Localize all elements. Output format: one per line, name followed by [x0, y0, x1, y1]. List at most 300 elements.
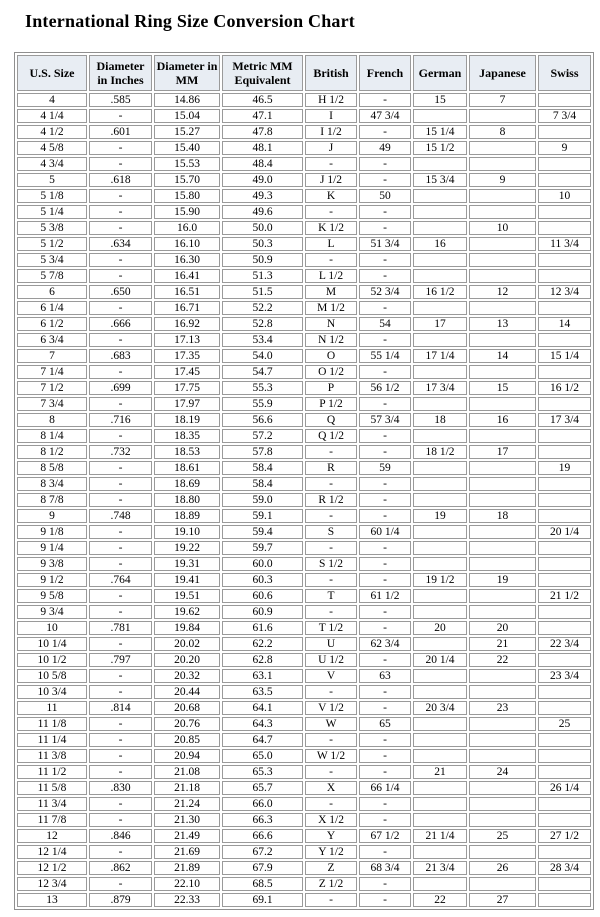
cell: 55.9 — [222, 397, 303, 411]
cell: 17 1/4 — [413, 349, 467, 363]
cell: - — [89, 685, 152, 699]
cell: - — [359, 221, 411, 235]
cell — [469, 333, 536, 347]
table-row — [17, 845, 591, 859]
cell — [538, 93, 591, 107]
cell: - — [359, 877, 411, 891]
cell: - — [305, 205, 357, 219]
cell: 8 — [17, 413, 87, 427]
cell: - — [359, 125, 411, 139]
cell: .634 — [89, 237, 152, 251]
table-row — [17, 557, 591, 571]
cell: 16 1/2 — [413, 285, 467, 299]
cell — [469, 461, 536, 475]
cell — [469, 269, 536, 283]
cell: 60.9 — [222, 605, 303, 619]
cell: - — [89, 765, 152, 779]
cell: 6 1/2 — [17, 317, 87, 331]
cell — [413, 685, 467, 699]
cell: 50.3 — [222, 237, 303, 251]
cell: W 1/2 — [305, 749, 357, 763]
table-header — [17, 55, 591, 91]
cell: 11 3/4 — [538, 237, 591, 251]
cell: Z — [305, 861, 357, 875]
cell — [413, 397, 467, 411]
cell: J — [305, 141, 357, 155]
table-row — [17, 477, 591, 491]
cell: 46.5 — [222, 93, 303, 107]
table-row — [17, 573, 591, 587]
cell: 66 1/4 — [359, 781, 411, 795]
cell: .732 — [89, 445, 152, 459]
cell — [538, 509, 591, 523]
cell: 51.3 — [222, 269, 303, 283]
cell: L — [305, 237, 357, 251]
cell — [538, 205, 591, 219]
cell: - — [359, 733, 411, 747]
cell: - — [89, 589, 152, 603]
cell: 9 — [17, 509, 87, 523]
table-row — [17, 797, 591, 811]
cell: S — [305, 525, 357, 539]
cell: 16 — [413, 237, 467, 251]
cell: 5 1/8 — [17, 189, 87, 203]
cell: 9 3/4 — [17, 605, 87, 619]
cell: - — [359, 893, 411, 907]
cell: 12 3/4 — [17, 877, 87, 891]
cell: 16 1/2 — [538, 381, 591, 395]
cell: O — [305, 349, 357, 363]
cell: 63.1 — [222, 669, 303, 683]
cell: 60 1/4 — [359, 525, 411, 539]
cell: - — [359, 253, 411, 267]
cell: - — [359, 269, 411, 283]
cell: 18.19 — [154, 413, 220, 427]
cell: - — [359, 301, 411, 315]
cell: 61.6 — [222, 621, 303, 635]
cell: 17 — [413, 317, 467, 331]
cell: 10 5/8 — [17, 669, 87, 683]
cell: .814 — [89, 701, 152, 715]
cell: - — [89, 813, 152, 827]
cell: .781 — [89, 621, 152, 635]
cell: 60.0 — [222, 557, 303, 571]
cell: .879 — [89, 893, 152, 907]
cell: Q — [305, 413, 357, 427]
cell: - — [359, 749, 411, 763]
cell: 19.84 — [154, 621, 220, 635]
cell: 11 1/8 — [17, 717, 87, 731]
cell — [469, 813, 536, 827]
cell: 10 — [538, 189, 591, 203]
cell: X 1/2 — [305, 813, 357, 827]
cell: - — [89, 845, 152, 859]
table-row — [17, 733, 591, 747]
table-row — [17, 685, 591, 699]
cell: R 1/2 — [305, 493, 357, 507]
cell: 22 — [469, 653, 536, 667]
cell: 19.22 — [154, 541, 220, 555]
cell: .650 — [89, 285, 152, 299]
cell: 16 — [469, 413, 536, 427]
cell: U — [305, 637, 357, 651]
cell: 19.51 — [154, 589, 220, 603]
cell: T — [305, 589, 357, 603]
cell — [538, 733, 591, 747]
cell — [413, 797, 467, 811]
cell: 49.6 — [222, 205, 303, 219]
cell: 54 — [359, 317, 411, 331]
cell: 19.10 — [154, 525, 220, 539]
cell — [413, 525, 467, 539]
cell: 57.2 — [222, 429, 303, 443]
cell: - — [305, 733, 357, 747]
cell: - — [359, 173, 411, 187]
cell: Q 1/2 — [305, 429, 357, 443]
cell — [413, 589, 467, 603]
cell: - — [359, 157, 411, 171]
cell: - — [305, 765, 357, 779]
cell: I — [305, 109, 357, 123]
cell: 21.49 — [154, 829, 220, 843]
cell: 17 3/4 — [538, 413, 591, 427]
table-row — [17, 397, 591, 411]
cell: 20.76 — [154, 717, 220, 731]
column-header: Japanese — [469, 55, 536, 91]
cell: 11 1/4 — [17, 733, 87, 747]
cell — [538, 477, 591, 491]
cell: 49.3 — [222, 189, 303, 203]
cell: 18.80 — [154, 493, 220, 507]
cell — [413, 749, 467, 763]
cell — [469, 557, 536, 571]
cell: 5 — [17, 173, 87, 187]
cell: - — [89, 429, 152, 443]
cell: 59.1 — [222, 509, 303, 523]
cell — [538, 541, 591, 555]
cell: 11 — [17, 701, 87, 715]
cell: 21.69 — [154, 845, 220, 859]
cell: 65 — [359, 717, 411, 731]
cell: - — [359, 605, 411, 619]
cell: 9 5/8 — [17, 589, 87, 603]
cell: 18.35 — [154, 429, 220, 443]
cell: 52.8 — [222, 317, 303, 331]
cell: 20 3/4 — [413, 701, 467, 715]
cell: .716 — [89, 413, 152, 427]
cell: 21 — [413, 765, 467, 779]
cell: 27 — [469, 893, 536, 907]
cell: V 1/2 — [305, 701, 357, 715]
cell: 5 1/4 — [17, 205, 87, 219]
cell — [538, 621, 591, 635]
cell — [469, 685, 536, 699]
cell: 56 1/2 — [359, 381, 411, 395]
cell: - — [89, 205, 152, 219]
table-row — [17, 669, 591, 683]
cell: 11 7/8 — [17, 813, 87, 827]
cell: - — [305, 253, 357, 267]
cell — [469, 477, 536, 491]
column-header: British — [305, 55, 357, 91]
cell: 23 3/4 — [538, 669, 591, 683]
cell: - — [89, 877, 152, 891]
header-row — [17, 55, 591, 91]
ring-size-conversion-table — [14, 52, 594, 910]
cell: 59.0 — [222, 493, 303, 507]
table-row — [17, 253, 591, 267]
cell: - — [89, 333, 152, 347]
cell: 17 3/4 — [413, 381, 467, 395]
cell: 10 3/4 — [17, 685, 87, 699]
cell — [538, 765, 591, 779]
cell — [469, 429, 536, 443]
table-row — [17, 333, 591, 347]
cell — [413, 429, 467, 443]
cell: 17 — [469, 445, 536, 459]
cell: 56.6 — [222, 413, 303, 427]
cell — [413, 557, 467, 571]
cell: 5 7/8 — [17, 269, 87, 283]
cell: - — [89, 253, 152, 267]
cell: 15 1/4 — [538, 349, 591, 363]
column-header: Diameter in MM — [154, 55, 220, 91]
cell: N 1/2 — [305, 333, 357, 347]
cell — [413, 637, 467, 651]
cell: 19 — [538, 461, 591, 475]
cell: 21.24 — [154, 797, 220, 811]
cell: 20.68 — [154, 701, 220, 715]
cell: 26 1/4 — [538, 781, 591, 795]
cell: S 1/2 — [305, 557, 357, 571]
cell: .601 — [89, 125, 152, 139]
cell — [538, 221, 591, 235]
cell — [413, 157, 467, 171]
cell — [469, 253, 536, 267]
cell: 54.0 — [222, 349, 303, 363]
cell — [413, 205, 467, 219]
cell: - — [359, 701, 411, 715]
cell: 11 3/8 — [17, 749, 87, 763]
cell: 9 — [538, 141, 591, 155]
cell: - — [305, 797, 357, 811]
cell: 18.69 — [154, 477, 220, 491]
cell: - — [305, 509, 357, 523]
cell: K — [305, 189, 357, 203]
cell: 55.3 — [222, 381, 303, 395]
cell: 47.1 — [222, 109, 303, 123]
cell — [538, 557, 591, 571]
table-row — [17, 269, 591, 283]
cell: 21.18 — [154, 781, 220, 795]
cell: - — [359, 685, 411, 699]
cell — [538, 365, 591, 379]
cell: 18.53 — [154, 445, 220, 459]
cell — [538, 125, 591, 139]
cell: 21.30 — [154, 813, 220, 827]
table-body — [17, 93, 591, 907]
cell — [469, 877, 536, 891]
table-row — [17, 93, 591, 107]
cell: 7 — [469, 93, 536, 107]
cell: - — [89, 397, 152, 411]
cell: 20 — [413, 621, 467, 635]
cell: 12 1/2 — [17, 861, 87, 875]
table-row — [17, 765, 591, 779]
cell: 53.4 — [222, 333, 303, 347]
cell: - — [305, 477, 357, 491]
cell: - — [359, 573, 411, 587]
cell: - — [305, 893, 357, 907]
cell — [413, 365, 467, 379]
cell: .748 — [89, 509, 152, 523]
cell: 5 3/8 — [17, 221, 87, 235]
cell: - — [89, 461, 152, 475]
cell: Z 1/2 — [305, 877, 357, 891]
cell: - — [89, 109, 152, 123]
cell: 62.2 — [222, 637, 303, 651]
cell: - — [359, 765, 411, 779]
cell — [413, 877, 467, 891]
cell: Y 1/2 — [305, 845, 357, 859]
table-row — [17, 157, 591, 171]
cell: - — [89, 189, 152, 203]
cell: 62.8 — [222, 653, 303, 667]
cell: 60.6 — [222, 589, 303, 603]
cell: 11 3/4 — [17, 797, 87, 811]
cell: P 1/2 — [305, 397, 357, 411]
cell — [538, 797, 591, 811]
table-row — [17, 237, 591, 251]
cell: 21 1/4 — [413, 829, 467, 843]
cell: 47.8 — [222, 125, 303, 139]
cell: 66.6 — [222, 829, 303, 843]
cell: - — [89, 669, 152, 683]
cell: - — [89, 221, 152, 235]
cell: 8 5/8 — [17, 461, 87, 475]
cell — [469, 365, 536, 379]
cell: 6 3/4 — [17, 333, 87, 347]
cell: 21.89 — [154, 861, 220, 875]
cell: 12 3/4 — [538, 285, 591, 299]
cell — [538, 493, 591, 507]
cell — [538, 701, 591, 715]
cell: M — [305, 285, 357, 299]
cell: 16.30 — [154, 253, 220, 267]
cell — [413, 717, 467, 731]
cell: M 1/2 — [305, 301, 357, 315]
cell: 65.0 — [222, 749, 303, 763]
cell: 16.92 — [154, 317, 220, 331]
cell: 7 — [17, 349, 87, 363]
table-row — [17, 541, 591, 555]
cell: 50 — [359, 189, 411, 203]
cell — [469, 717, 536, 731]
cell: 20 1/4 — [538, 525, 591, 539]
cell: 60.3 — [222, 573, 303, 587]
cell: 50.9 — [222, 253, 303, 267]
cell: W — [305, 717, 357, 731]
cell — [469, 493, 536, 507]
cell: - — [359, 845, 411, 859]
cell — [469, 845, 536, 859]
cell: Y — [305, 829, 357, 843]
cell: 19.31 — [154, 557, 220, 571]
table-row — [17, 509, 591, 523]
cell — [469, 157, 536, 171]
cell — [538, 653, 591, 667]
cell: 10 — [17, 621, 87, 635]
table-row — [17, 413, 591, 427]
cell: 20.02 — [154, 637, 220, 651]
cell: 52.2 — [222, 301, 303, 315]
cell: - — [359, 621, 411, 635]
cell: 48.1 — [222, 141, 303, 155]
cell: - — [89, 605, 152, 619]
cell — [469, 589, 536, 603]
cell — [413, 333, 467, 347]
cell: 22 3/4 — [538, 637, 591, 651]
cell: N — [305, 317, 357, 331]
cell — [469, 141, 536, 155]
cell — [538, 845, 591, 859]
cell: - — [305, 445, 357, 459]
cell: 10 — [469, 221, 536, 235]
cell: 16.0 — [154, 221, 220, 235]
cell: - — [359, 445, 411, 459]
cell: 64.1 — [222, 701, 303, 715]
cell: 55 1/4 — [359, 349, 411, 363]
column-header: German — [413, 55, 467, 91]
cell: - — [89, 637, 152, 651]
cell: 8 1/4 — [17, 429, 87, 443]
cell: 17.75 — [154, 381, 220, 395]
cell — [469, 781, 536, 795]
column-header: Diameter in Inches — [89, 55, 152, 91]
cell: 15 — [413, 93, 467, 107]
cell: 59 — [359, 461, 411, 475]
cell — [538, 269, 591, 283]
cell: - — [89, 717, 152, 731]
table-row — [17, 621, 591, 635]
table-row — [17, 141, 591, 155]
cell: 12 — [469, 285, 536, 299]
cell: 66.3 — [222, 813, 303, 827]
cell — [538, 685, 591, 699]
cell — [538, 173, 591, 187]
cell: .862 — [89, 861, 152, 875]
table-row — [17, 861, 591, 875]
table-row — [17, 173, 591, 187]
cell: 9 1/4 — [17, 541, 87, 555]
cell — [413, 493, 467, 507]
cell: 15.40 — [154, 141, 220, 155]
cell: 5 1/2 — [17, 237, 87, 251]
cell: 23 — [469, 701, 536, 715]
cell: 13 — [469, 317, 536, 331]
cell: 51.5 — [222, 285, 303, 299]
cell: 8 1/2 — [17, 445, 87, 459]
table-row — [17, 381, 591, 395]
cell: 19.41 — [154, 573, 220, 587]
cell — [538, 749, 591, 763]
cell: 16.51 — [154, 285, 220, 299]
cell: 69.1 — [222, 893, 303, 907]
table-row — [17, 365, 591, 379]
cell: - — [305, 541, 357, 555]
cell: 17.35 — [154, 349, 220, 363]
cell: 18 — [413, 413, 467, 427]
